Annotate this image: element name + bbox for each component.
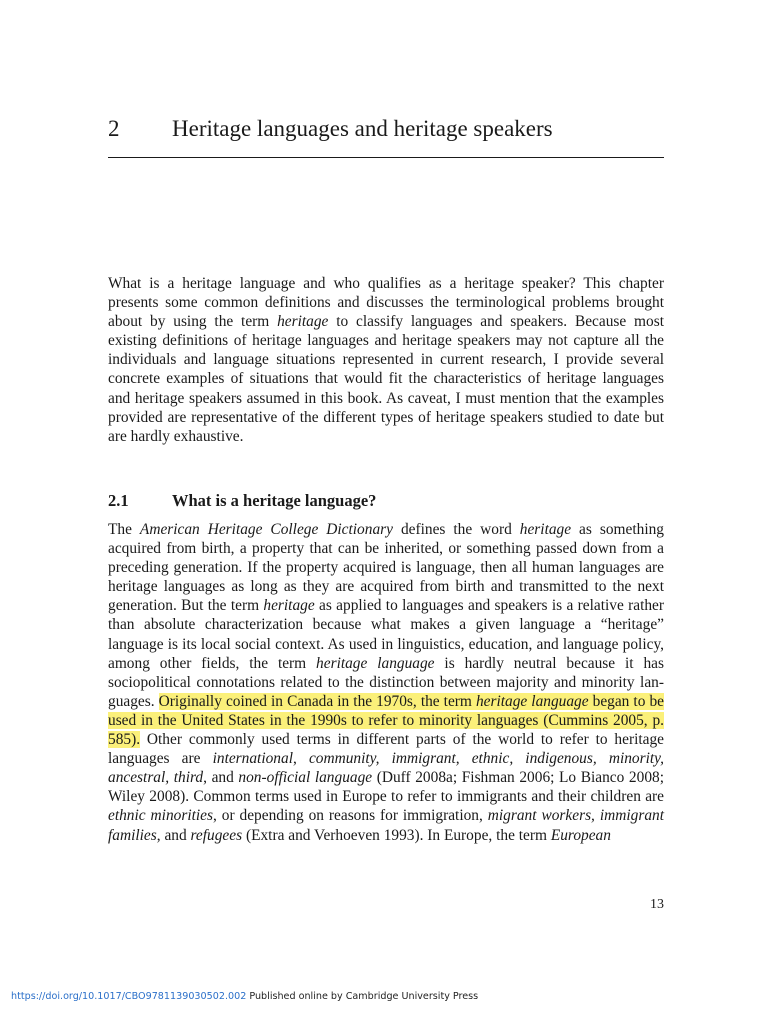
intro-term: heritage	[277, 313, 329, 331]
intro-lead: What is a heritage language and who qualifies as a heritage speaker? This chapter presents some common definitions and discusses the terminological problems brought about by using the term	[108, 275, 664, 331]
body-italic: American Heritage College Dictionary	[139, 521, 393, 538]
highlighted-text: began to be used in the United States in the 1990s to refer to minority languages (Cummins 2005, p. 585).	[108, 692, 664, 749]
body-text: The	[108, 521, 140, 538]
body-text: ,	[292, 750, 309, 768]
body-text: is hardly neutral because it has sociopolitical connotations related to the distinction between majority and minority languages.	[108, 654, 664, 710]
body-text: as something acquired from birth, a property that can be inherited, or something passed down from a preceding generation. If the property acquired is language, then all human languages are heritage languages as long as they are acquired from birth and transmitted to the next generation. But the term	[108, 521, 664, 615]
section-number: 2.1	[108, 491, 129, 510]
body-text: defines the word	[392, 521, 520, 538]
footer	[11, 990, 478, 1004]
body-italic: community, immigrant, ethnic, indigenous, minority, ancestral, third	[108, 750, 664, 787]
footer-text: Published online by Cambridge University Press	[246, 991, 479, 1002]
body-italic: heritage	[263, 597, 315, 615]
body-text: Other commonly used terms in different parts of the world to refer to heritage languages are	[108, 731, 664, 768]
body-italic: European	[550, 826, 611, 844]
body-italic: non-official language	[238, 769, 373, 787]
body-text: , and	[203, 769, 239, 787]
section-heading	[108, 490, 376, 512]
body-text: , and	[156, 826, 191, 844]
chapter-number: 2	[108, 116, 120, 141]
chapter-title: Heritage languages and heritage speakers	[172, 116, 553, 141]
highlighted-italic: heritage language	[475, 692, 589, 710]
body-text: , or depending on reasons for immigration,	[212, 807, 488, 825]
body-text: as applied to languages and speakers is a relative rather than absolute characterization because what makes a given language a “heritage” language is its local social context. As used in linguistics, education, and language policy, among other fields, the term	[108, 597, 664, 672]
body-text: (Duff 2008a; Fishman 2006; Lo Bianco 2008; Wiley 2008). Common terms used in Europe to refer to immigrants and their children are	[108, 769, 664, 806]
page-number: 13	[650, 897, 664, 912]
body-text: (Extra and Verhoeven 1993). In Europe, the term	[242, 826, 551, 844]
body-italic: refugees	[190, 826, 243, 844]
body-italic: ethnic minorities	[108, 807, 213, 825]
body-italic: heritage language	[316, 654, 435, 672]
chapter-rule	[108, 157, 664, 158]
body-italic: heritage	[519, 521, 572, 538]
intro-paragraph	[108, 274, 664, 446]
highlighted-text: Originally coined in Canada in the 1970s, the term	[158, 692, 476, 710]
body-italic: international	[212, 750, 293, 768]
chapter-heading	[108, 112, 664, 146]
intro-rest: to classify languages and speakers. Because most existing definitions of heritage languages and heritage speakers may not capture all the individuals and language situations represented in current research, I provide several concrete examples of situations that would fit the characteristics of heritage languages and heritage speakers assumed in this book. As caveat, I must mention that the examples provided are representative of the different types of heritage speakers studied to date but are hardly exhaustive.	[108, 313, 664, 445]
section-title: What is a heritage language?	[172, 491, 377, 510]
doi-link[interactable]: https://doi.org/10.1017/CBO9781139030502.002	[11, 991, 247, 1002]
body-italic: migrant workers, immigrant families	[108, 807, 664, 844]
body-paragraph	[108, 520, 664, 845]
